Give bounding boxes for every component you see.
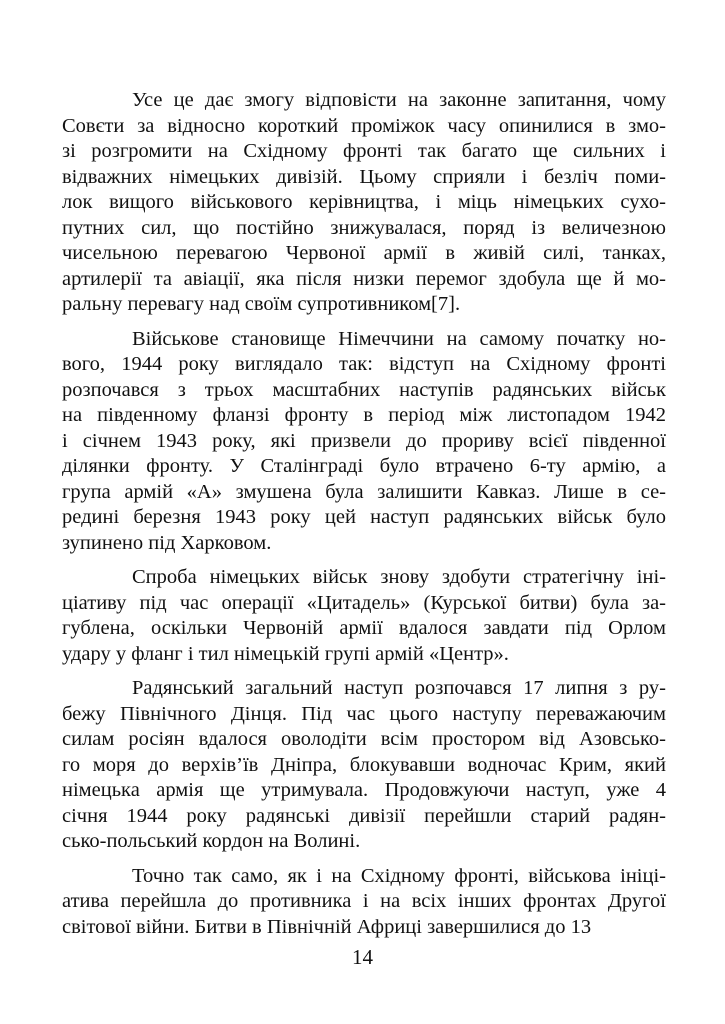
text-line: Радянський загальний наступ розпочався 17 липня з ру- [132,677,666,699]
paragraph [62,864,666,941]
text-line: атива перейшла до противника і на всіх інших фронтах Другої [62,890,666,912]
text-line: Спроба німецьких військ знову здобути стратегічну іні- [132,566,666,588]
text-line: путних сил, що постійно знижувалася, поряд із величезною [62,216,666,239]
text-line: го моря до верхів’їв Дніпра, блокувавши водночас Крим, який [62,753,666,776]
text-line: силам росіян вдалося оволодіти всім простором від Азовсько- [62,728,666,750]
text-line: зупинено під Харковом. [62,531,272,554]
text-line: бежу Північного Дінця. Під час цього наступу переважаючим [62,702,666,725]
text-line: удару у фланг і тил німецькій групі армій «Центр». [62,642,509,665]
text-line: січня 1944 року радянські дивізії перейшли старий радян- [62,804,666,827]
text-block [62,88,666,949]
text-line: світової війни. Битви в Північній Африці завершилися до 13 [62,915,592,938]
text-line: гублена, оскільки Червоній армії вдалося завдати під Орлом [62,617,666,639]
text-line: розпочався з трьох масштабних наступів радянських військ [62,378,666,401]
text-line: німецька армія ще утримувала. Продовжуючи наступ, уже 4 [62,779,666,801]
text-line: сько-польський кордон на Волині. [62,830,361,852]
page-number: 14 [352,945,373,969]
text-line: ціативу під час операції «Цитадель» (Курської битви) була за- [62,591,666,614]
text-line: Точно так само, як і на Східному фронті, військова ініці- [132,864,666,887]
text-line: Усе це дає змогу відповісти на законне запитання, чому [132,89,666,111]
text-line: на південному фланзі фронту в період між листопадом 1942 [62,404,666,426]
text-line: і січнем 1943 року, які призвели до прориву всієї південної [62,429,666,452]
text-line: відважних німецьких дивізій. Цьому сприяли і безліч поми- [62,165,666,188]
text-line: артилерії та авіації, яка після низки перемог здобула ще й мо- [62,267,666,290]
paragraph [62,327,666,557]
paragraph [62,676,666,855]
text-line: зі розгромити на Східному фронті так багато ще сильних і [62,140,666,162]
text-line: вого, 1944 року виглядало так: відступ на Східному фронті [62,353,666,375]
paragraph [62,88,666,318]
text-line: чисельною перевагою Червоної армії в живій силі, танках, [62,242,666,264]
text-line: група армій «А» змушена була залишити Кавказ. Лише в се- [62,480,666,503]
paragraph [62,565,666,667]
text-line: ральну перевагу над своїм супротивником[7]. [62,293,461,315]
text-line: редині березня 1943 року цей наступ радянських військ було [62,506,666,528]
text-line: Совєти за відносно короткий проміжок часу опинилися в змо- [62,114,666,137]
text-line: лок вищого військового керівництва, і міць німецьких сухо- [62,191,666,213]
text-line: Військове становище Німеччини на самому початку но- [132,327,666,350]
text-line: ділянки фронту. У Сталінграді було втрачено 6-ту армію, а [62,455,666,477]
